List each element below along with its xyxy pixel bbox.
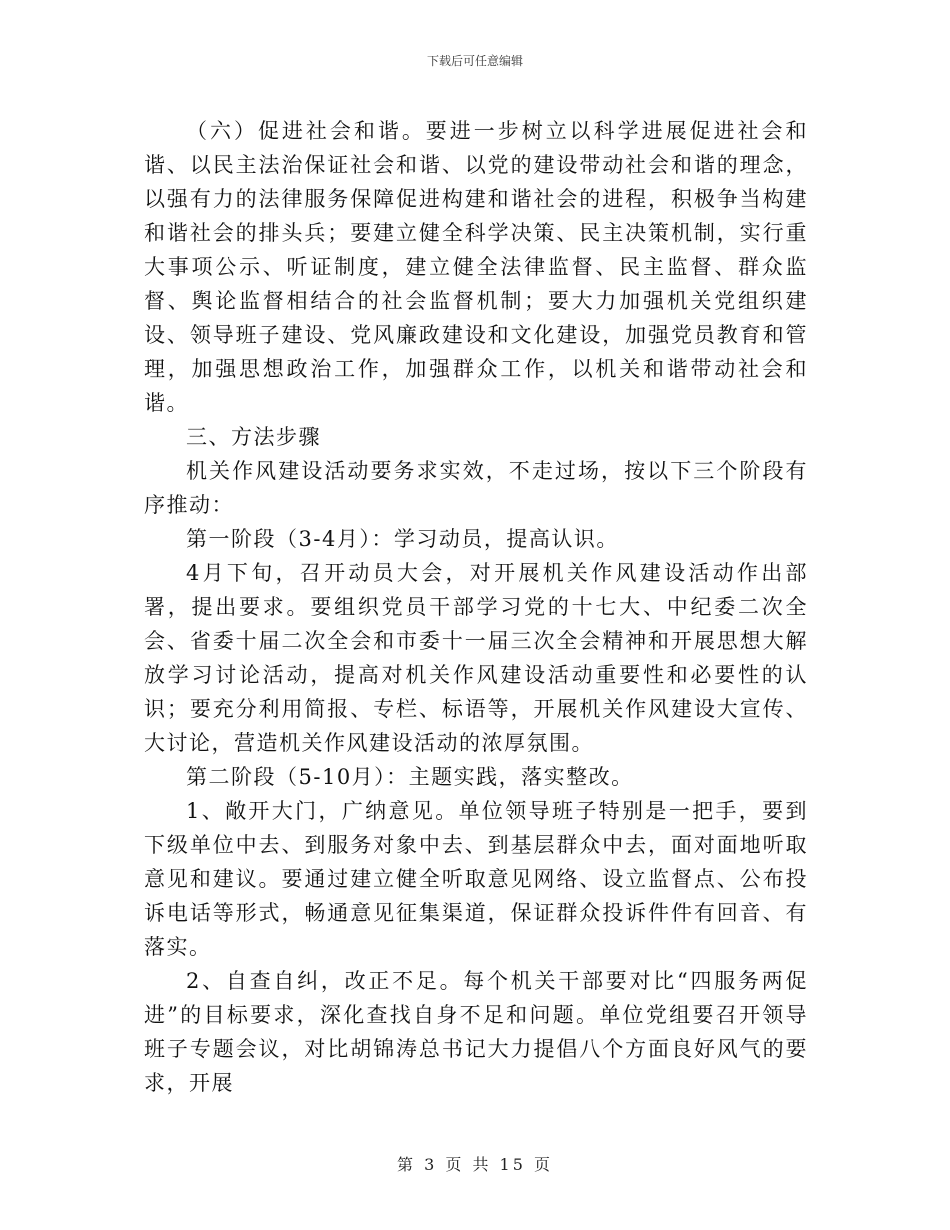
paragraph-three-stages-intro: 机关作风建设活动要务求实效，不走过场，按以下三个阶段有序推动： <box>144 459 808 517</box>
paragraph-open-doors-listen: 1、敞开大门，广纳意见。单位领导班子特别是一把手，要到下级单位中去、到服务对象中去、到基层群众中去，面对面地听取意见和建议。要通过建立健全听取意见网络、设立监督点、公布投诉电话等形式，畅通意见征集渠道，保证群众投诉件件有回音、有落实。 <box>144 799 808 959</box>
paragraph-self-inspection: 2、自查自纠，改正不足。每个机关干部要对比“四服务两促进”的目标要求，深化查找自身不足和问题。单位党组要召开领导班子专题会议，对比胡锦涛总书记大力提倡八个方面良好风气的要求，开展 <box>144 969 808 1095</box>
paragraph-promote-social-harmony: （六）促进社会和谐。要进一步树立以科学进展促进社会和谐、以民主法治保证社会和谐、以党的建设带动社会和谐的理念，以强有力的法律服务保障促进构建和谐社会的进程，积极争当构建和谐社会的排头兵；要建立健全科学决策、民主决策机制，实行重大事项公示、听证制度，建立健全法律监督、民主监督、群众监督、舆论监督相结合的社会监督机制；要大力加强机关党组织建设、领导班子建设、党风廉政建设和文化建设，加强党员教育和管理，加强思想政治工作，加强群众工作，以机关和谐带动社会和谐。 <box>144 119 808 415</box>
section-heading-methods-steps: 三、方法步骤 <box>186 425 321 449</box>
paragraph-stage-one-details: 4月下旬，召开动员大会，对开展机关作风建设活动作出部署，提出要求。要组织党员干部学习党的十七大、中纪委二次全会、省委十届二次全会和市委十一届三次全会精神和开展思想大解放学习讨论活动，提高对机关作风建设活动重要性和必要性的认识；要充分利用简报、专栏、标语等，开展机关作风建设大宣传、大讨论，营造机关作风建设活动的浓厚氛围。 <box>144 561 808 755</box>
stage-one-heading: 第一阶段（3-4月）：学习动员，提高认识。 <box>186 527 619 551</box>
stage-two-heading: 第二阶段（5-10月）：主题实践，落实整改。 <box>186 765 634 789</box>
document-body <box>144 114 808 1100</box>
page-header: 下载后可任意编辑 <box>426 54 523 68</box>
page-number-footer: 第 3 页 共 15 页 <box>397 1155 553 1174</box>
